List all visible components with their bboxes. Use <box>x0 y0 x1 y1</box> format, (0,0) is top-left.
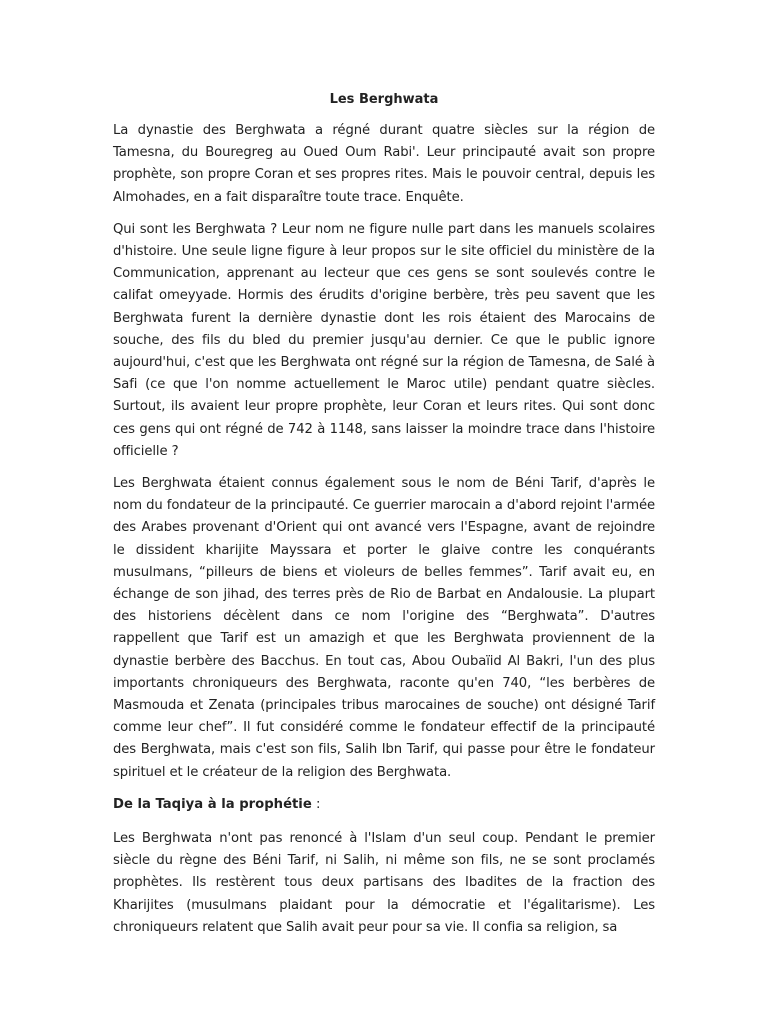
section-heading-text: De la Taqiya à la prophétie <box>113 796 312 812</box>
body-paragraph-2: Les Berghwata étaient connus également sous le nom de Béni Tarif, d'après le nom du fondateur de la principauté. Ce guerrier marocain a d'abord rejoint l'armée des Arabes provenant d'Orient qui ont avancé vers l'Espagne, avant de rejoindre le dissident kharijite Mayssara et porter le glaive contre les conquérants musulmans, “pilleurs de biens et violeurs de belles femmes”. Tarif avait eu, en échange de son jihad, des terres près de Rio de Barbat en Andalousie. La plupart des historiens décèlent dans ce nom l'origine des “Berghwata”. D'autres rappellent que Tarif est un amazigh et que les Berghwata proviennent de la dynastie berbère des Bacchus. En tout cas, Abou Oubaïid Al Bakri, l'un des plus importants chroniqueurs des Berghwata, raconte qu'en 740, “les berbères de Masmouda et Zenata (principales tribus marocaines de souche) ont désigné Tarif comme leur chef”. Il fut considéré comme le fondateur effectif de la principauté des Berghwata, mais c'est son fils, Salih Ibn Tarif, qui passe pour être le fondateur spirituel et le créateur de la religion des Berghwata. <box>113 476 655 780</box>
document-title: Les Berghwata <box>329 92 439 107</box>
section-paragraph: Les Berghwata n'ont pas renoncé à l'Islam d'un seul coup. Pendant le premier siècle du règne des Béni Tarif, ni Salih, ni même son fils, ne se sont proclamés prophètes. Ils restèrent tous deux partisans des Ibadites de la fraction des Kharijites (musulmans plaidant pour la démocratie et l'égalitarisme). Les chroniqueurs relatent que Salih avait peur pour sa vie. Il confia sa religion, sa <box>113 830 655 935</box>
document-page <box>113 88 655 949</box>
section-heading <box>113 794 655 816</box>
intro-paragraph: La dynastie des Berghwata a régné durant quatre siècles sur la région de Tamesna, du Bouregreg au Oued Oum Rabi'. Leur principauté avait son propre prophète, son propre Coran et ses propres rites. Mais le pouvoir central, depuis les Almohades, en a fait disparaître toute trace. Enquête. <box>113 123 655 205</box>
section-heading-suffix: : <box>311 796 321 812</box>
body-paragraph-1: Qui sont les Berghwata ? Leur nom ne figure nulle part dans les manuels scolaires d'histoire. Une seule ligne figure à leur propos sur le site officiel du ministère de la Communication, apprenant au lecteur que ces gens se sont soulevés contre le califat omeyyade. Hormis des érudits d'origine berbère, très peu savent que les Berghwata furent la dernière dynastie dont les rois étaient des Marocains de souche, des fils du bled du premier jusqu'au dernier. Ce que le public ignore aujourd'hui, c'est que les Berghwata ont régné sur la région de Tamesna, de Salé à Safi (ce que l'on nomme actuellement le Maroc utile) pendant quatre siècles. Surtout, ils avaient leur propre prophète, leur Coran et leurs rites. Qui sont donc ces gens qui ont régné de 742 à 1148, sans laisser la moindre trace dans l'histoire officielle ? <box>113 221 655 459</box>
